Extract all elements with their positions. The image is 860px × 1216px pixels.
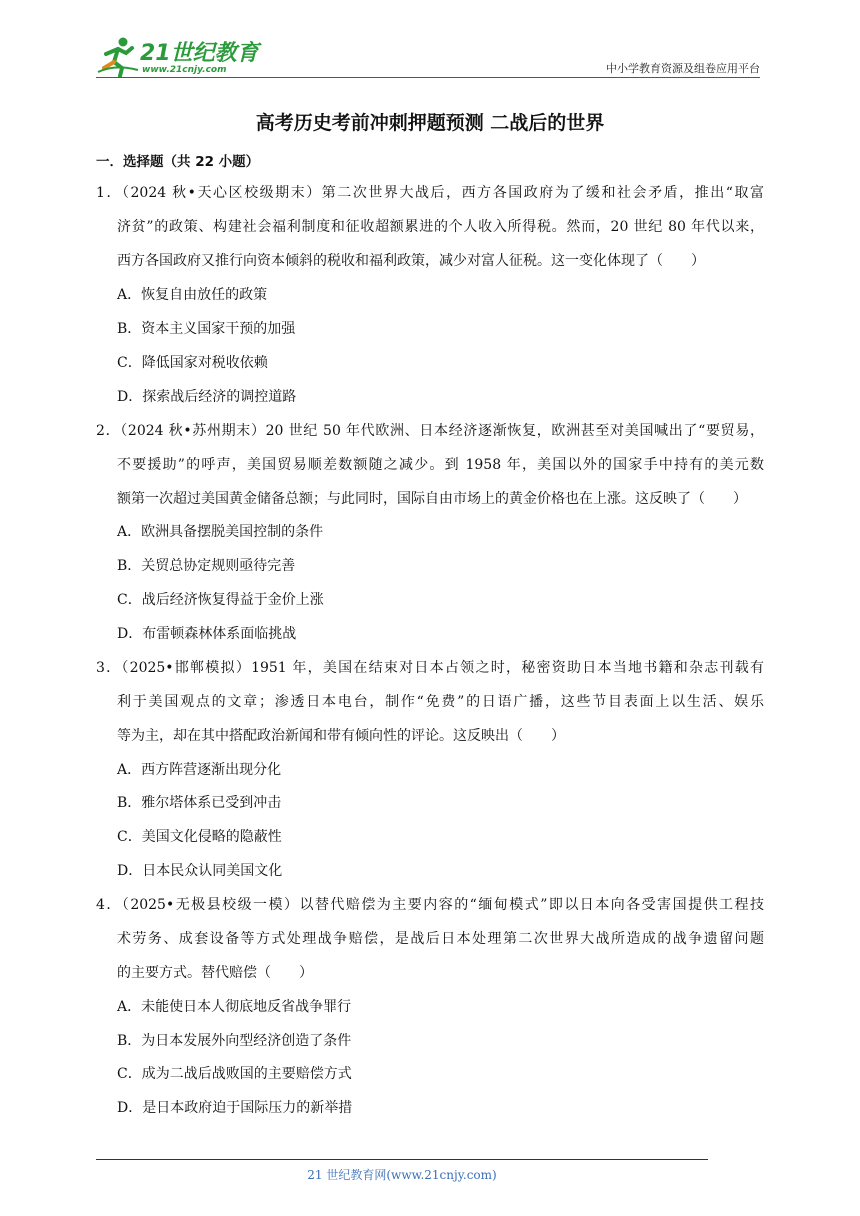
- question-4-line-3: 的主要方式。替代赔偿（ ）: [117, 965, 313, 981]
- question-4-option-b[interactable]: B．为日本发展外向型经济创造了条件: [117, 1033, 352, 1049]
- question-4-line-1: 4．（2025•无极县校级一模）以替代赔偿为主要内容的“缅甸模式”即以日本向各受害国提供工程技: [96, 897, 764, 913]
- question-3-line-2: 利于美国观点的文章；渗透日本电台，制作“免费”的日语广播，这些节目表面上以生活、娱乐: [117, 694, 764, 710]
- question-2-line-3: 额第一次超过美国黄金储备总额；与此同时，国际自由市场上的黄金价格也在上涨。这反映了（ ）: [117, 491, 747, 507]
- question-1-option-c[interactable]: C．降低国家对税收依赖: [117, 355, 268, 371]
- logo: [96, 34, 266, 78]
- question-1-option-b[interactable]: B．资本主义国家干预的加强: [117, 321, 296, 337]
- section-heading: 一．选择题（共 22 小题）: [96, 154, 260, 170]
- question-4-option-c[interactable]: C．成为二战后战败国的主要赔偿方式: [117, 1066, 352, 1082]
- question-3-line-3: 等为主，却在其中搭配政治新闻和带有倾向性的评论。这反映出（ ）: [117, 728, 565, 744]
- footer-link[interactable]: 21 世纪教育网(www.21cnjy.com): [307, 1168, 497, 1182]
- logo-text: 21世纪教育: [140, 41, 259, 66]
- platform-label: 中小学教育资源及组卷应用平台: [606, 62, 760, 75]
- question-3-option-d[interactable]: D．日本民众认同美国文化: [117, 863, 283, 879]
- question-3-option-c[interactable]: C．美国文化侵略的隐蔽性: [117, 829, 282, 845]
- question-3-line-1: 3．（2025•邯郸模拟）1951 年，美国在结束对日本占领之时，秘密资助日本当地书籍和杂志刊载有: [96, 660, 764, 676]
- question-3-option-b[interactable]: B．雅尔塔体系已受到冲击: [117, 795, 282, 811]
- question-4-option-d[interactable]: D．是日本政府迫于国际压力的新举措: [117, 1100, 353, 1116]
- question-2-line-1: 2．（2024 秋•苏州期末）20 世纪 50 年代欧洲、日本经济逐渐恢复，欧洲甚至对美国喊出了“要贸易，: [96, 423, 764, 439]
- logo-url: www.21cnjy.com: [142, 65, 227, 75]
- page-title: 高考历史考前冲刺押题预测 二战后的世界: [255, 112, 605, 134]
- question-4-option-a[interactable]: A．未能使日本人彻底地反省战争罪行: [117, 999, 352, 1015]
- question-2-option-a[interactable]: A．欧洲具备摆脱美国控制的条件: [117, 524, 324, 540]
- question-2-option-c[interactable]: C．战后经济恢复得益于金价上涨: [117, 592, 324, 608]
- question-3-option-a[interactable]: A．西方阵营逐渐出现分化: [117, 762, 282, 778]
- page-header: [96, 30, 760, 80]
- header-divider: [96, 77, 760, 78]
- question-1-option-d[interactable]: D．探索战后经济的调控道路: [117, 389, 297, 405]
- question-2-option-d[interactable]: D．布雷顿森林体系面临挑战: [117, 626, 297, 642]
- question-2-line-2: 不要援助”的呼声，美国贸易顺差数额随之减少。到 1958 年，美国以外的国家手中持有的美元数: [117, 457, 764, 473]
- question-1-option-a[interactable]: A．恢复自由放任的政策: [117, 287, 268, 303]
- question-2-option-b[interactable]: B．关贸总协定规则亟待完善: [117, 558, 296, 574]
- question-1-line-2: 济贫”的政策、构建社会福利制度和征收超额累进的个人收入所得税。然而，20 世纪 80 年代以来，: [117, 219, 764, 235]
- question-1-line-3: 西方各国政府又推行向资本倾斜的税收和福利政策，减少对富人征税。这一变化体现了（ ）: [117, 253, 705, 269]
- runner-logo-icon: [96, 34, 140, 78]
- footer-divider: [96, 1159, 708, 1160]
- question-1-line-1: 1．（2024 秋•天心区校级期末）第二次世界大战后，西方各国政府为了缓和社会矛盾，推出“取富: [96, 185, 764, 201]
- question-4-line-2: 术劳务、成套设备等方式处理战争赔偿，是战后日本处理第二次世界大战所造成的战争遗留问题: [117, 931, 764, 947]
